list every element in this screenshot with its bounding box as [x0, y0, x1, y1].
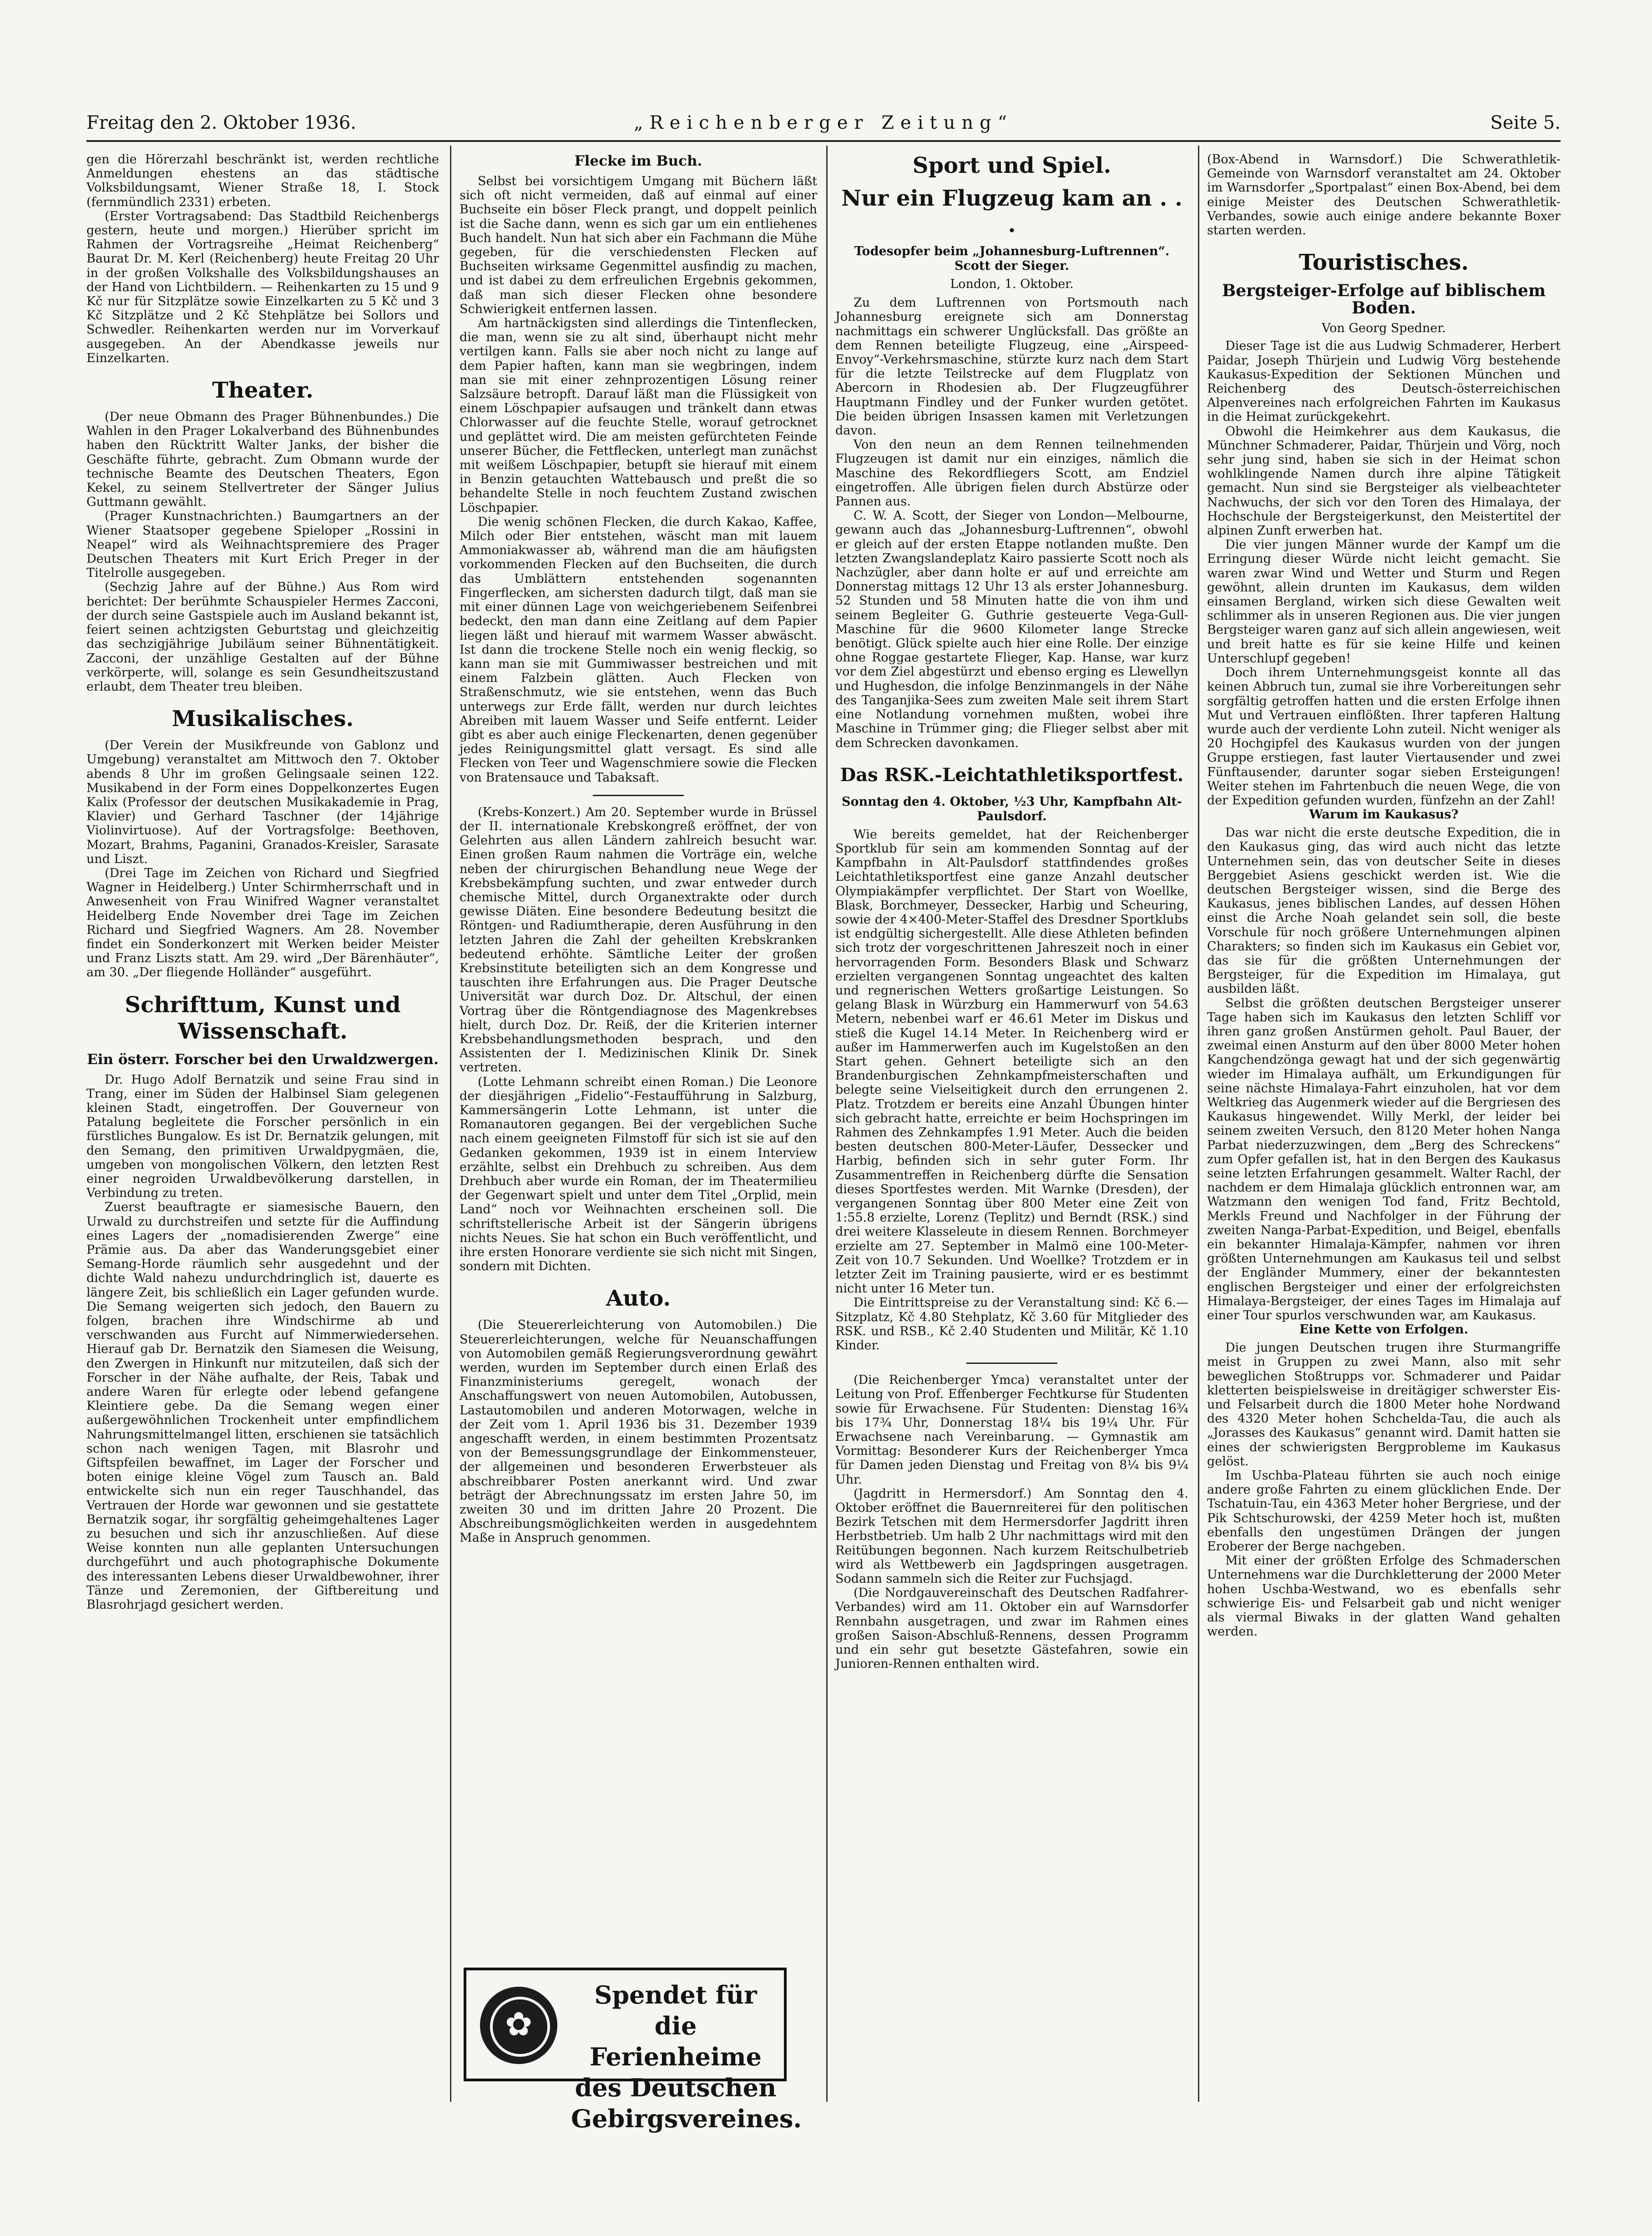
paragraph: Die Eintrittspreise zu der Veranstaltung sind: Kč 6.— Sitzplatz, Kč 4.80 Stehplatz, Kč 3.60 für Mitglieder des RSK. und RSB., Kč 2.40 Studenten und Militär, Kč 1.10 Kinder.	[835, 1296, 1188, 1353]
separator-rule	[966, 1363, 1057, 1364]
column-divider-2	[826, 146, 828, 2102]
paragraph: Obwohl die Heimkehrer aus dem Kaukasus, die Münchner Schmaderer, Paidar, Thürjein und Vörg, noch sehr jung sind, haben sie sich in der Heimat schon wohlklingende Namen durch ihre alpine Tätigkeit gemacht. Nun sind sie Bergsteiger als vielbeachteter Nachwuchs, der sich vor den Toren des Himalaya, der Hochschule der Bergsteigerkunst, den Meistertitel der alpinen Zunft erwerben hat.	[1207, 424, 1561, 538]
column-4	[1207, 152, 1561, 1639]
column-2	[460, 152, 817, 1545]
paragraph: Die jungen Deutschen trugen ihre Sturmangriffe meist in Gruppen zu zwei Mann, also mit sehr beweglichen Stoßtrupps vor. Schmaderer und Paidar kletterten beispielsweise in dreitägiger schwerster Eis- und Felsarbeit durch die 1800 Meter hohe Nordwand des 4320 Meter hohen Schchelda-Tau, die auch als „Jorasses des Kaukasus“ genannt wird. Damit hatten sie eines der schwierigsten Bergprobleme im Kaukasus gelöst.	[1207, 1341, 1561, 1469]
paragraph: Die vier jungen Männer wurde der Kampf um die Erringung dieser Würde nicht leicht gemacht. Sie waren zwar Wind und Wetter und Sturm und Regen gewöhnt, allein drunten im Kaukasus, dem wilden einsamen Bergland, wirken sich diese Gewalten weit schlimmer als in unseren Regionen aus. Die vier jungen Bergsteiger waren ganz auf sich allein angewiesen, weit und breit hatte es für sie keine Hilfe und keinen Unterschlupf gegeben!	[1207, 538, 1561, 666]
paragraph: Im Uschba-Plateau führten sie auch noch einige andere große Fahrten zu einem glücklichen Ende. Der Tschatuin-Tau, ein 4363 Meter hoher Bergriese, und der Pik Schtschurowski, der 4259 Meter hoch ist, mußten ebenfalls den ungestümen Drängen der jungen Eroberer der Berge nachgeben.	[1207, 1469, 1561, 1554]
column-divider-1	[450, 146, 451, 2102]
paragraph: (Sechzig Jahre auf der Bühne.) Aus Rom wird berichtet: Der berühmte Schauspieler Hermes Zacconi, der durch seine Gastspiele auch im Ausland bekannt ist, feiert seinen achtzigsten Geburtstag und gleichzeitig das sechzigjährige Jubiläum seiner Bühnentätigkeit. Zacconi, der unzählige Gestalten auf der Bühne verkörperte, will, solange es sein Gesundheitszustand erlaubt, dem Theater treu bleiben.	[86, 580, 439, 694]
paragraph: (Lotte Lehmann schreibt einen Roman.) Die Leonore der diesjährigen „Fidelio“-Festaufführung in Salzburg, Kammersängerin Lotte Lehmann, ist unter die Romanautoren gegangen. Bei der vergeblichen Suche nach einem geeigneten Filmstoff für sich ist sie auf den Gedanken gekommen, 1939 ist in einem Interview erzählte, selbst ein Drehbuch zu schreiben. Aus dem Drehbuch aber wurde ein Roman, der im Theatermilieu der Gegenwart spielt und unter dem Titel „Orplid, mein Land“ noch vor Weihnachten erscheinen soll. Die schriftstellerische Arbeit ist der Sängerin übrigens nichts Neues. Sie hat schon ein Buch veröffentlicht, und ihre ersten Honorare verdiente sie sich nicht mit Singen, sondern mit Dichten.	[460, 1075, 817, 1274]
section-heading-sport: Sport und Spiel.	[912, 153, 1111, 178]
paragraph: Dieser Tage ist die aus Ludwig Schmaderer, Herbert Paidar, Joseph Thürjein und Ludwig Vörg bestehende Kaukasus-Expedition der Sektionen München und Reichenberg des Deutsch-österreichischen Alpenvereines nach erfolgreichen Fahrten im Kaukasus in die Heimat zurückgekehrt.	[1207, 339, 1561, 424]
paragraph: Zu dem Luftrennen von Portsmouth nach Johannesburg ereignete sich am Donnerstag nachmittags ein schwerer Unglücksfall. Das größte an dem Rennen beteiligte Flugzeug, eine „Airspeed-Envoy“-Verkehrsmaschine, stürzte kurz nach dem Start für die letzte Teilstrecke auf dem Flugplatz von Abercorn in Rhodesien ab. Der Flugzeugführer Hauptmann Findley und der Funker wurden getötet. Die beiden übrigen Insassen kamen mit Verletzungen davon.	[835, 296, 1188, 438]
ad-line: Gebirgsvereines.	[571, 2104, 802, 2133]
paragraph: (Drei Tage im Zeichen von Richard und Siegfried Wagner in Heidelberg.) Unter Schirmherrschaft und in Anwesenheit von Frau Winifred Wagner veranstaltet Heidelberg Ende November drei Tage im Zeichen Richard und Siegfried Wagners. Am 28. November findet ein Sonderkonzert mit Werken beider Meister und Franz Liszts statt. Am 29. wird „Der Bärenhäuter“, am 30. „Der fliegende Holländer“ ausgeführt.	[86, 866, 439, 980]
page-header	[86, 109, 1561, 136]
paragraph: Zuerst beauftragte er siamesische Bauern, den Urwald zu durchstreifen und setzte für die Auffindung eines Lagers der „nomadisierenden Zwerge“ eine Prämie aus. Da aber das Wanderungsgebiet einer Semang-Horde räumlich sehr ausgedehnt und der dichte Wald nahezu undurchdringlich ist, dauerte es längere Zeit, bis schließlich ein Lager gefunden wurde. Die Semang weigerten sich jedoch, den Bauern zu folgen, brachen ihre Windschirme ab und verschwanden aus Furcht auf Nimmerwiedersehen. Hierauf gab Dr. Bernatzik den Siamesen die Weisung, den Zwergen in Hinkunft nur mitzuteilen, daß sich der Forscher in der Nähe aufhalte, der Reis, Tabak und andere Waren für erlegte oder lebend gefangene Kleintiere gebe. Da die Semang wegen einer außergewöhnlichen Trockenheit unter empfindlichem Nahrungsmittelmangel litten, erschienen sie tatsächlich schon nach wenigen Tagen, mit Blasrohr und Giftspfeilen bewaffnet, im Lager der Forscher und boten einige kleine Vögel zum Tausch an. Bald entwickelte sich nun ein reger Tauschhandel, das Vertrauen der Horde war gewonnen und sie gestattete Bernatzik sogar, ihr sorgfältig geheimgehaltenes Lager zu besuchen und sich ihr anzuschließen. Auf diese Weise konnten nun alle geplanten Untersuchungen durchgeführt und auch photographische Dokumente des interessanten Lebens dieser Urwaldbewohner, ihrer Tänze und Zeremonien, der Giftbereitung und Blasrohrjagd gesichert werden.	[86, 1200, 439, 1612]
paragraph: Dr. Hugo Adolf Bernatzik und seine Frau sind in Trang, einer im Süden der Halbinsel Siam gelegenen kleinen Stadt, eingetroffen. Der Gouverneur von Patalung begleitete die Forscher persönlich in ein fürstliches Bungalow. Es ist Dr. Bernatzik gelungen, mit den Semang, den primitiven Urwaldpygmäen, die, umgeben von mongolischen Völkern, den letzten Rest einer negroiden Urwaldbevölkerung darstellen, in Verbindung zu treten.	[86, 1072, 439, 1201]
section-heading-tourism: Touristisches.	[1298, 250, 1469, 276]
header-rule	[86, 140, 1561, 142]
article-subheading: Ein österr. Forscher bei den Urwaldzwergen.	[87, 1051, 439, 1068]
article-subheading: Sonntag den 4. Oktober, ½3 Uhr, Kampfbahn Alt-Paulsdorf.	[841, 794, 1182, 823]
byline: Von Georg Spedner.	[1322, 321, 1446, 336]
paragraph: (Die Nordgauvereinschaft des Deutschen Radfahrer-Verbandes) wird am 11. Oktober ein auf Warnsdorfer Rennbahn ausgetragen, und zwar im Rahmen eines großen Saison-Abschluß-Rennens, dessen Programm und ein sehr gut besetzte Gästefahren, sowie ein Junioren-Rennen enthalten wird.	[835, 1586, 1188, 1671]
paragraph: Selbst bei vorsichtigem Umgang mit Büchern läßt sich oft nicht vermeiden, daß auf einmal auf einer Buchseite ein böser Fleck prangt, und doppelt peinlich ist die Sache dann, wenn es sich gar um ein entliehenes Buch handelt. Nun hat sich aber ein Fachmann die Mühe gegeben, für die verschiedensten Flecken auf Buchseiten wirksame Gegenmittel ausfindig zu machen, und ist dabei zu dem erfreulichen Ergebnis gekommen, daß man sich dieser Flecken ohne besondere Schwierigkeit entfernen lassen.	[460, 174, 817, 316]
section-heading-theater: Theater.	[212, 378, 313, 404]
article-subheading: Todesopfer beim „Johannesburg-Luftrennen“. Scott der Sieger.	[854, 244, 1170, 273]
column-3	[835, 152, 1188, 1671]
paragraph: (Prager Kunstnachrichten.) Baumgartners an der Wiener Staatsoper gegebene Spieloper „Rossini in Neapel“ wird als Weihnachtspremiere des Prager Deutschen Theaters mit Kurt Erich Preger in der Titelrolle ausgegeben.	[86, 509, 439, 580]
section-heading-auto: Auto.	[606, 1286, 671, 1312]
ad-line: Spendet für die	[594, 1980, 757, 2040]
paragraph: Das war nicht die erste deutsche Expedition, die in den Kaukasus ging, das wird auch nicht das letzte Unternehmen sein, das von deutscher Seite in dieses Berggebiet Asiens geschickt werden ist. Wie die deutschen Bergsteiger wissen, sind die Berge des Kaukasus, jenes biblischen Landes, auf dessen Höhen einst die Arche Noah gelandet sein soll, die beste Vorschule für noch größere Unternehmungen alpinen Charakters; so finden sich im Kaukasus ein Gebiet vor, das sie für die größten Unternehmungen der Bergsteiger, für die Expedition im Himalaya, gut ausbilden läßt.	[1207, 826, 1561, 996]
separator-rule	[593, 795, 684, 796]
paragraph: (Jagdritt in Hermersdorf.) Am Sonntag den 4. Oktober eröffnet die Bauernreiterei für den politischen Bezirk Tetschen mit dem Hermersdorfer Jagdritt ihren Herbstbetrieb. Um halb 2 Uhr nachmittags wird mit den Reitübungen begonnen. Nach kurzem Reitschulbetrieb wird als Wettbewerb ein Jagdspringen ausgetragen. Sodann sammeln sich die Reiter zur Fuchsjagd.	[835, 1486, 1188, 1586]
article-heading-flecke: Flecke im Buch.	[574, 153, 702, 169]
section-heading-music: Musikalisches.	[172, 706, 354, 732]
paragraph: (Die Steuererleichterung von Automobilen.) Die Steuererleichterungen, welche für Neuanschaffungen von Automobilen gemäß Regierungsverordnung gewährt werden, wurden im September durch einen Erlaß des Finanzministeriums geregelt, wonach der Anschaffungswert von neuen Automobilen, Autobussen, Lastautomobilen und anderen Motorwagen, welche in der Zeit vom 1. April 1936 bis 31. Dezember 1939 angeschafft werden, in einem bestimmten Prozentsatz von der Bemessungsgrundlage der Einkommensteuer, der allgemeinen und besonderen Erwerbsteuer als abschreibbarer Posten anerkannt wird. Und zwar beträgt der Abrechnungssatz im ersten Jahre 50, im zweiten 30 und im dritten Jahre 20 Prozent. Die Abschreibungsmöglichkeiten werden in ausgedehntem Maße in Anspruch genommen.	[460, 1318, 817, 1545]
paragraph: (Erster Vortragsabend: Das Stadtbild Reichenbergs gestern, heute und morgen.) Hierüber spricht im Rahmen der Vortragsreihe „Heimat Reichenberg“ Baurat Dr. M. Kerl (Reichenberg) heute Freitag 20 Uhr in der großen Volkshalle des Volksbildungshauses an der Hand von Lichtbildern. — Reihenkarten zu 15 und 9 Kč nur für Sitzplätze sowie Einzelkarten zu 5 Kč und 3 Kč Sitzplätze und 2 Kč Stehplätze bei Sollors und Schwedler. Reihenkarten werden nur im Vorverkauf ausgegeben. An der Abendkasse jeweils nur Einzelkarten.	[86, 209, 439, 365]
header-masthead: „Reichenberger Zeitung“	[633, 112, 1014, 133]
ad-line: des Deutschen	[575, 2073, 777, 2102]
advertisement-box	[464, 1968, 802, 2133]
paragraph: Selbst die größten deutschen Bergsteiger unserer Tage haben sich im Kaukasus den letzten Schliff vor ihren ganz großen Anstürmen geholt. Paul Bauer, der zweimal einen Ansturm auf den über 8000 Meter hohen Kangchendzönga gewagt hat und der sich gegenwärtig wieder im Himalaya aufhält, um Erkundigungen für seine nächste Himalaya-Fahrt einzuholen, hat vor dem Weltkrieg das Augenmerk wieder auf die Bergriesen des Kaukasus hingewendet. Willy Merkl, der leider bei seinem zweiten Versuch, den 8120 Meter hohen Nanga Parbat niederzuzwingen, dem „Berg des Schreckens“ zum Opfer gefallen ist, hat in den Bergen des Kaukasus seine letzten Erfahrungen gesammelt. Walter Rachl, der nachdem er dem Himalaja glücklich entronnen war, am Watzmann den wenigen Tod fand, Fritz Bechtold, Merkls Freund und Nachfolger in der Führung der zweiten Nanga-Parbat-Expedition, und Beigel, ebenfalls ein bekannter Himalaja-Kämpfer, nahmen vor ihren größten Unternehmungen am Kaukasus teil und selbst der Engländer Mummery, einer der bekanntesten englischen Bergsteiger und einer der erfolgreichsten Himalaya-Bergsteiger, der eines Tages im Himalaja auf einer Tour spurlos verschwunden war, am Kaukasus.	[1207, 996, 1561, 1323]
paragraph: C. W. A. Scott, der Sieger von London—Melbourne, gewann auch das „Johannesburg-Luftrennen“, obwohl er gleich auf der ersten Etappe notlanden mußte. Den letzten Zwangslandeplatz Kairo passierte Scott noch als Nachzügler, aber dann holte er auf und erreichte am Donnerstag mittags 12 Uhr 13 als erster Johannesburg. 52 Stunden und 58 Minuten hatte die von ihm und seinem Begleiter G. Guthrie gesteuerte Vega-Gull-Maschine für die 9600 Kilometer lange Strecke benötigt. Glück spielte auch hier eine Rolle. Der einzige ohne Roggae gestartete Flieger, Kap. Hanse, war kurz vor dem Ziel abgestürzt und ebenso erging es Llewellyn und Hughesdon, die infolge Benzinmangels in der Nähe des Tanganjika-Sees zum zweiten Male seit ihrem Start eine Notlandung vornehmen mußten, wobei ihre Maschine in Trümmer ging; die Flieger selbst aber mit dem Schrecken davonkamen.	[835, 509, 1188, 750]
dateline: London, 1. Oktober.	[950, 277, 1074, 291]
paragraph: Von den neun an dem Rennen teilnehmenden Flugzeugen ist damit nur ein einziges, nämlich die Maschine des Rekordfliegers Scott, am Endziel eingetroffen. Alle übrigen fielen durch Abstürze oder Pannen aus.	[835, 438, 1188, 509]
paragraph: (Krebs-Konzert.) Am 20. September wurde in Brüssel der II. internationale Krebskongreß eröffnet, der von Gelehrten aus allen Ländern zahlreich besucht war. Einen großen Raum nahmen die Vorträge ein, welche neben der chirurgischen Behandlung neue Wege der Krebsbekämpfung suchten, und zwar entweder durch chemische Mittel, durch Organextrakte oder durch gewisse Diäten. Eine besondere Bedeutung besitzt die Röntgen- und Radiumtherapie, deren Ausführung in den letzten Jahren die Zahl der geheilten Krebskranken bedeutend erhöhte. Sämtliche Leiter der großen Krebsinstitute beteiligten sich an dem Kongresse und tauschten ihre Erfahrungen aus. Die Prager Deutsche Universität war durch Doz. Dr. Altschul, der einen Vortrag über die Röntgendiagnose des Magenkrebses hielt, durch Doz. Dr. Reiß, der die Kriterien interner Krebsbehandlungsmethoden besprach, und den Assistenten der I. Medizinischen Klinik Dr. Sinek vertreten.	[460, 805, 817, 1075]
column-1	[86, 152, 439, 1612]
paragraph: Am hartnäckigsten sind allerdings die Tintenflecken, die man, wenn sie zu alt sind, überhaupt nicht mehr vertilgen kann. Falls sie aber noch nicht zu lange auf dem Papier haften, kann man sie wegbringen, indem man sie mit einer zehnprozentigen Lösung reiner Salzsäure betropft. Darauf läßt man die Flüssigkeit von einem Löschpapier aufsaugen und tränkelt dann etwas Chlorwasser auf die feuchte Stelle, worauf getrocknet und geplättet wird. Die am meisten gefürchteten Feinde unserer Bücher, die Fettflecken, unterlegt man zunächst mit weißem Löschpapier, betupft sie hierauf mit einem in Benzin getauchten Wattebausch und preßt die so behandelte Stelle in noch feuchtem Zustand zwischen Löschpapier.	[460, 316, 817, 515]
paragraph: (Box-Abend in Warnsdorf.) Die Schwerathletik-Gemeinde von Warnsdorf veranstaltet am 24. Oktober im Warnsdorfer „Sportpalast“ einen Box-Abend, bei dem einige Meister des Deutschen Schwerathletik-Verbandes, sowie auch einige andere bekannte Boxer starten werden.	[1207, 152, 1561, 238]
paragraph: Mit einer der größten Erfolge des Schmaderschen Unternehmens war die Durchkletterung der 2000 Meter hohen Uschba-Westwand, wo es ebenfalls sehr schwierige Eis- und Felsarbeit gab und nicht weniger als viermal Biwaks in der glatten Wand gehalten werden.	[1207, 1554, 1561, 1639]
header-page-number: Seite 5.	[1490, 112, 1561, 133]
paragraph: (Die Reichenberger Ymca) veranstaltet unter der Leitung von Prof. Effenberger Fechtkurse für Studenten sowie für Erwachsene. Für Studenten: Dienstag 16¾ bis 17¾ Uhr, Donnerstag 18¼ bis 19¼ Uhr. Für Erwachsene nach Vereinbarung. — Gymnastik am Vormittag: Besonderer Kurs der Reichenberger Ymca für Damen jeden Dienstag und Freitag von 8¼ bis 9¼ Uhr.	[835, 1373, 1188, 1487]
ad-line: Ferienheime	[590, 2042, 762, 2071]
article-heading-flugzeug: Nur ein Flugzeug kam an . . .	[841, 186, 1182, 237]
paragraph: Doch ihrem Unternehmungsgeist konnte all das keinen Abbruch tun, zumal sie ihre Vorbereitungen sehr sorgfältig getroffen hatten und die ersten Erfolge ihnen Mut und Vertrauen einflößten. Ihrer tapferen Haltung wurde auch der verdiente Lohn zuteil. Nicht weniger als 20 Hochgipfel des Kaukasus wurden von der jungen Gruppe erstiegen, fast lauter Viertausender und zwei Fünftausender, darunter sogar sieben Ersteigungen! Weiter stehen im Fahrtenbuch die neuen Wege, die von der Expedition gefunden wurden, fünfzehn an der Zahl!	[1207, 666, 1561, 808]
paragraph: Die wenig schönen Flecken, die durch Kakao, Kaffee, Milch oder Bier entstehen, wäscht man mit lauem Ammoniakwasser ab, während man die am häufigsten vorkommenden Flecken auf den Buchseiten, die durch das Umblättern entstehenden sogenannten Fingerflecken, am sichersten dadurch tilgt, daß man sie mit einer dünnen Lage von weichgeriebenem Seifenbrei bedeckt, den man dann eine Zeitlang auf dem Papier liegen läßt und hierauf mit warmem Wasser abwäscht. Ist dann die trockene Stelle noch ein wenig fleckig, so kann man sie mit Gummiwasser bestreichen und mit einem Falzbein glätten. Auch Flecken von Straßenschmutz, wie sie entstehen, wenn das Buch unterwegs zur Erde fällt, werden nur durch leichtes Abreiben mit lauem Wasser und Seife entfernt. Leider gibt es aber auch einige Fleckenarten, denen gegenüber jedes Reinigungsmittel glatt versagt. Es sind alle Flecken von Teer und Wagenschmiere sowie die Flecken von Bratensauce und Tabaksaft.	[460, 515, 817, 785]
article-subheading: Warum im Kaukasus?	[1309, 808, 1459, 822]
advertisement-text	[571, 1979, 802, 2134]
paragraph: (Der neue Obmann des Prager Bühnenbundes.) Die Wahlen in den Prager Lokalverband des Bühnenbundes haben den Rücktritt Walter Janks, der bisher die Geschäfte führte, gebracht. Zum Obmann wurde der technische Beamte des Deutschen Theaters, Egon Kekel, zu seinem Stellvertreter der Sänger Julius Guttmann gewählt.	[86, 410, 439, 510]
emblem-icon: ✿	[480, 1987, 557, 2064]
paragraph: gen die Hörerzahl beschränkt ist, werden rechtliche Anmeldungen ehestens an das städtische Volksbildungsamt, Wiener Straße 18, I. Stock (fernmündlich 2331) erbeten.	[86, 152, 439, 209]
article-heading-rsk: Das RSK.-Leichtathletiksportfest.	[840, 764, 1184, 786]
header-date: Freitag den 2. Oktober 1936.	[86, 112, 357, 133]
paragraph: (Der Verein der Musikfreunde von Gablonz und Umgebung) veranstaltet am Mittwoch den 7. Oktober abends 8 Uhr im großen Gelingsaale seinen 122. Musikabend in der Form eines Doppelkonzertes Eugen Kalix (Professor der deutschen Musikakademie in Prag, Klavier) und Gerhard Taschner (der 14jährige Violinvirtuose). Auf der Vortragsfolge: Beethoven, Mozart, Brahms, Paganini, Granados-Kreisler, Sarasate und Liszt.	[86, 738, 439, 866]
paragraph: Wie bereits gemeldet, hat der Reichenberger Sportklub für sein am kommenden Sonntag auf der Kampfbahn in Alt-Paulsdorf stattfindendes großes Leichtathletiksportfest eine ganze Anzahl deutscher Olympiakämpfer verpflichtet. Der Start von Woellke, Blask, Borchmeyer, Dessecker, Harbig und Scheuring, sowie der 4×400-Meter-Staffel des Dresdner Sportklubs ist endgültig sichergestellt. Alle diese Athleten befinden sich trotz der vorgeschrittenen Jahreszeit noch in einer hervorragenden Form. Besonders Blask und Schwarz erzielten vergangenen Sonntag ungeachtet des kalten und regnerischen Wetters großartige Leistungen. So gelang Blask in Würzburg ein Hammerwurf von 54.63 Metern, nebenbei warf er 46.61 Meter im Diskus und stieß die Kugel 14.14 Meter. In Reichenberg wird er außer im Hammerwerfen auch im Kugelstoßen an den Start gehen. Gehnert beteiligte sich an den Brandenburgischen Zehnkampfmeisterschaften und belegte seine Vielseitigkeit durch den errungenen 2. Platz. Trotzdem er bereits eine Anzahl Übungen hinter sich gebracht hatte, erreichte er beim Hochspringen im Rahmen des Zehnkampfes 1.91 Meter. Auch die beiden besten deutschen 800-Meter-Läufer, Dessecker und Harbig, befinden sich in sehr guter Form. Ihr Zusammentreffen in Reichenberg dürfte die Sensation dieses Sportfestes werden. Mit Warnke (Dresden), der vergangenen Sonntag über 800 Meter eine Zeit von 1:55.8 erzielte, Lorenz (Teplitz) und Berndt (RSK.) sind drei weitere Klasseleute in diesem Rennen. Borchmeyer erzielte am 27. September in Malmö eine 100-Meter-Zeit von 10.7 Sekunden. Und Woellke? Trotzdem er in letzter Zeit im Training pausierte, wird er es bestimmt nicht unter 16 Meter tun.	[835, 827, 1188, 1296]
section-heading-literature: Schrifttum, Kunst und Wissenschaft.	[125, 992, 401, 1044]
article-subheading: Eine Kette von Erfolgen.	[1299, 1322, 1469, 1337]
column-divider-3	[1198, 146, 1199, 2102]
article-heading-berg: Bergsteiger-Erfolge auf biblischem Boden.	[1222, 281, 1546, 318]
